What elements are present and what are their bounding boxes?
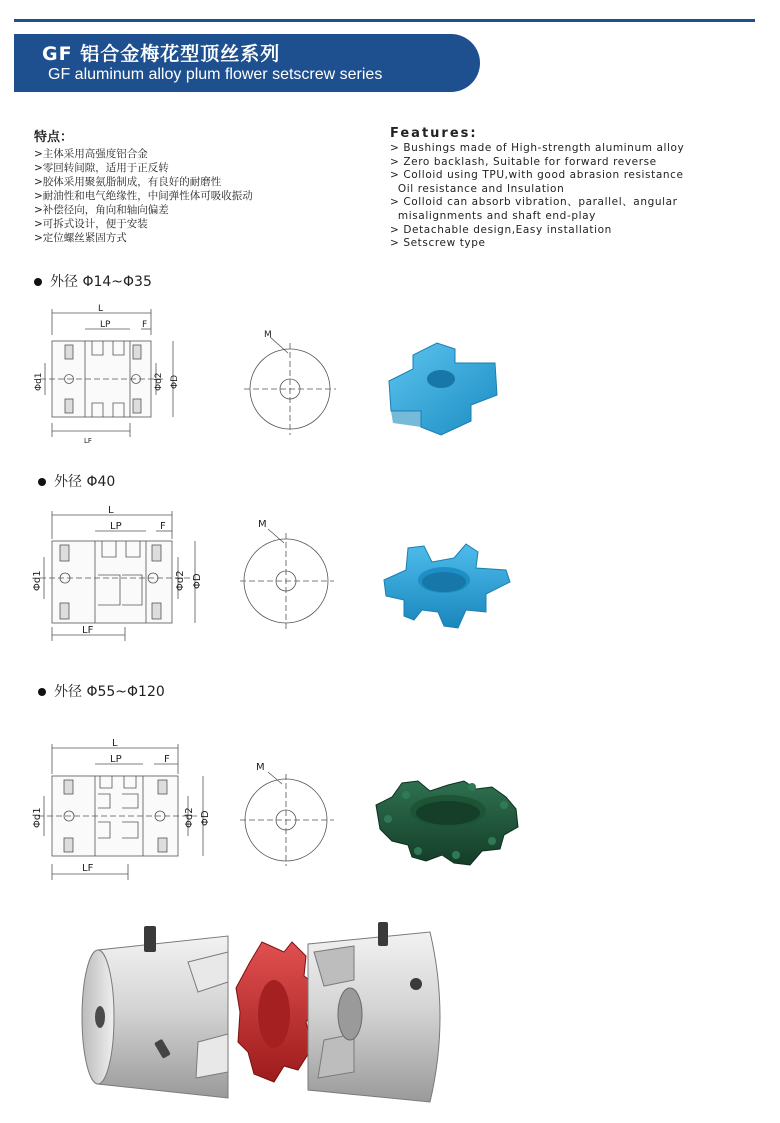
dim-label: F	[160, 521, 166, 532]
section-title-3	[38, 681, 165, 701]
section-title-text: 外径 Φ14~Φ35	[50, 274, 152, 290]
dim-label: Φd2	[175, 570, 186, 591]
dim-label: Φd1	[32, 807, 43, 828]
features-en-heading: Features:	[390, 126, 478, 141]
dim-label: ΦD	[200, 810, 211, 826]
dim-label: M	[258, 519, 267, 530]
dim-label: Φd1	[32, 570, 43, 591]
dim-label: L	[98, 304, 104, 314]
drawing-side-view-2	[30, 505, 210, 645]
feature-en-item: > Zero backlash, Suitable for forward reverse	[390, 155, 657, 168]
feature-cn-item: >耐油性和电气绝缘性，中间弹性体可吸收振动	[34, 190, 253, 202]
dim-label: L	[112, 738, 118, 749]
top-rule	[14, 19, 755, 22]
dim-label: L	[108, 505, 114, 516]
title-en: GF aluminum alloy plum flower setscrew series	[48, 66, 383, 83]
feature-en-item: misalignments and shaft end-play	[390, 209, 596, 222]
feature-cn-item: >零回转间隙，适用于正反转	[34, 162, 169, 174]
dim-label: M	[264, 330, 272, 340]
feature-en-item: > Colloid using TPU,with good abrasion resistance	[390, 169, 684, 182]
drawing-side-view-3	[28, 738, 218, 883]
feature-en-item: Oil resistance and Insulation	[390, 182, 565, 195]
features-cn	[34, 126, 253, 245]
dim-label: LP	[110, 521, 122, 532]
dim-label: Φd2	[184, 807, 195, 828]
spider-blue-4jaw-image	[385, 335, 505, 440]
dim-label: F	[142, 320, 148, 330]
section-title-1	[34, 271, 152, 291]
dim-label: ΦD	[170, 374, 180, 389]
drawing-end-view-3	[238, 758, 338, 868]
bullet-dot	[34, 278, 42, 286]
drawing-end-view-2	[238, 515, 338, 635]
dim-label: LF	[82, 863, 94, 874]
section-title-text: 外径 Φ55~Φ120	[54, 684, 165, 700]
drawing-side-view-1	[30, 305, 190, 445]
spider-blue-6jaw-image	[382, 540, 512, 635]
feature-cn-item: >可拆式设计，便于安装	[34, 218, 148, 230]
feature-cn-item: >主体采用高强度铝合金	[34, 148, 148, 160]
features-cn-heading: 特点：	[34, 130, 74, 145]
dim-label: LF	[82, 625, 94, 636]
dim-label: LP	[100, 320, 111, 330]
spider-green-image	[372, 775, 522, 875]
dim-label: Φd1	[34, 372, 44, 391]
feature-en-item: > Colloid can absorb vibration、parallel、angular	[390, 196, 678, 209]
feature-cn-item: >胶体采用聚氨脂制成，有良好的耐磨性	[34, 176, 222, 188]
feature-en-item: > Bushings made of High-strength aluminum alloy	[390, 142, 685, 154]
feature-en-item: > Setscrew type	[390, 237, 486, 250]
dim-label: LF	[84, 437, 92, 445]
section-title-text: 外径 Φ40	[54, 474, 116, 490]
coupling-exploded-image	[78, 922, 458, 1112]
feature-cn-item: >定位螺丝紧固方式	[34, 232, 127, 244]
dim-label: M	[256, 762, 265, 773]
feature-cn-item: >补偿径向，角向和轴向偏差	[34, 204, 169, 216]
dim-label: LP	[110, 754, 122, 765]
section-title-2	[38, 471, 115, 491]
dim-label: F	[164, 754, 170, 765]
feature-en-item: > Detachable design,Easy installation	[390, 223, 612, 236]
bullet-dot	[38, 478, 46, 486]
drawing-end-view-1	[240, 325, 340, 440]
features-en	[390, 126, 684, 251]
title-banner	[14, 34, 480, 92]
dim-label: ΦD	[192, 573, 203, 589]
title-cn: GF 铝合金梅花型顶丝系列	[42, 43, 281, 65]
bullet-dot	[38, 688, 46, 696]
dim-label: Φd2	[154, 372, 164, 391]
